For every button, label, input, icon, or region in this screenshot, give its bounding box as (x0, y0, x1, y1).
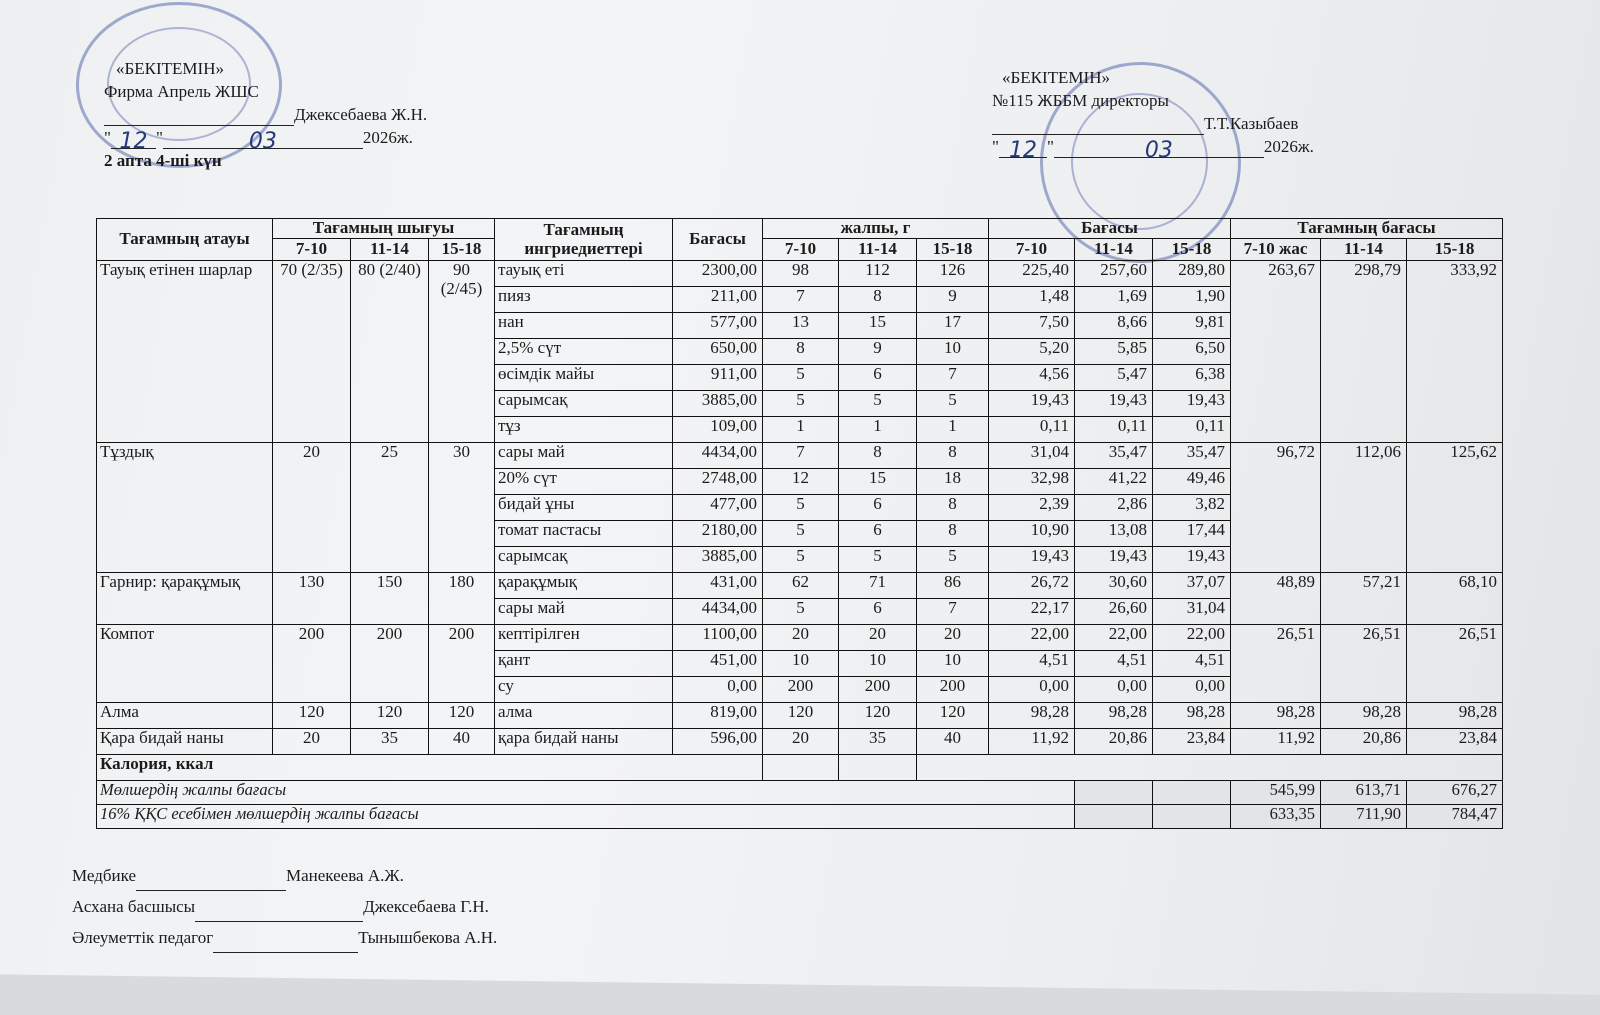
ingredient-name: 2,5% сүт (495, 339, 673, 365)
ingredient-gross-age-1: 5 (763, 365, 839, 391)
ingredient-cost-age-3: 6,38 (1153, 365, 1231, 391)
ingredient-gross-age-2: 5 (839, 547, 917, 573)
ingredient-name: сарымсақ (495, 547, 673, 573)
dish-price-age-2: 20,86 (1321, 729, 1407, 755)
ingredient-name: су (495, 677, 673, 703)
ingredient-cost-age-1: 26,72 (989, 573, 1075, 599)
ingredient-gross-age-2: 1 (839, 417, 917, 443)
ingredient-gross-age-2: 8 (839, 443, 917, 469)
ingredient-gross-age-3: 5 (917, 547, 989, 573)
dish-name: Гарнир: қарақұмық (97, 573, 273, 625)
dish-price-age-3: 68,10 (1407, 573, 1503, 625)
dish-price-age-2: 298,79 (1321, 261, 1407, 443)
ingredient-gross-age-2: 15 (839, 469, 917, 495)
ingredient-gross-age-3: 17 (917, 313, 989, 339)
left-approval-block: «БЕКІТЕМІН» Фирма Апрель ЖШС Джексебаева Ж.Н. " 12 " 03 2026ж. 2 апта 4-ші күн (104, 59, 428, 170)
dish-yield-age-1: 20 (273, 729, 351, 755)
total-age-3: 676,27 (1407, 781, 1503, 805)
vat-total-age-2: 711,90 (1321, 805, 1407, 829)
table-row (97, 261, 1503, 287)
header-yield: Тағамның шығуы (273, 219, 495, 239)
dish-yield-age-2: 35 (351, 729, 429, 755)
calorie-rest (917, 755, 1503, 781)
ingredient-gross-age-2: 8 (839, 287, 917, 313)
ingredient-gross-age-2: 6 (839, 365, 917, 391)
ingredient-gross-age-3: 20 (917, 625, 989, 651)
dish-price-age-3: 125,62 (1407, 443, 1503, 573)
dish-price-age-1: 48,89 (1231, 573, 1321, 625)
social-role: Әлеуметтік педагог (72, 928, 214, 947)
ingredient-name: пияз (495, 287, 673, 313)
header-cost: Бағасы (989, 219, 1231, 239)
ingredient-cost-age-2: 41,22 (1075, 469, 1153, 495)
menu-body (97, 261, 1503, 755)
right-approval-org: №115 ЖББМ директоры (992, 91, 1169, 110)
ingredient-gross-age-2: 20 (839, 625, 917, 651)
ingredient-cost-age-3: 22,00 (1153, 625, 1231, 651)
dish-price-age-1: 11,92 (1231, 729, 1321, 755)
ingredient-name: нан (495, 313, 673, 339)
ingredient-gross-age-1: 5 (763, 547, 839, 573)
ingredient-gross-age-1: 7 (763, 287, 839, 313)
header-yield-age-1: 7-10 (273, 239, 351, 261)
ingredient-cost-age-1: 22,17 (989, 599, 1075, 625)
ingredient-gross-age-1: 12 (763, 469, 839, 495)
dish-name: Қара бидай наны (97, 729, 273, 755)
left-signature-line (104, 107, 294, 126)
ingredient-cost-age-2: 22,00 (1075, 625, 1153, 651)
header-gross-age-1: 7-10 (763, 239, 839, 261)
ingredient-cost-age-1: 1,48 (989, 287, 1075, 313)
ingredient-gross-age-3: 200 (917, 677, 989, 703)
header-dish-price: Тағамның бағасы (1231, 219, 1503, 239)
ingredient-gross-age-1: 1 (763, 417, 839, 443)
ingredient-name: сары май (495, 599, 673, 625)
left-date-month: 03 (248, 129, 277, 154)
ingredient-cost-age-1: 32,98 (989, 469, 1075, 495)
total-label: Мөлшердің жалпы бағасы (97, 781, 1075, 805)
calorie-age-2 (839, 755, 917, 781)
dish-yield-age-3: 180 (429, 573, 495, 625)
ingredient-gross-age-2: 6 (839, 495, 917, 521)
ingredient-cost-age-2: 0,00 (1075, 677, 1153, 703)
ingredient-gross-age-1: 120 (763, 703, 839, 729)
ingredient-gross-age-3: 8 (917, 495, 989, 521)
ingredient-gross-age-1: 10 (763, 651, 839, 677)
ingredient-price: 911,00 (673, 365, 763, 391)
dish-price-age-1: 98,28 (1231, 703, 1321, 729)
dish-name: Тұздық (97, 443, 273, 573)
ingredient-cost-age-3: 98,28 (1153, 703, 1231, 729)
ingredient-gross-age-3: 1 (917, 417, 989, 443)
ingredient-cost-age-2: 35,47 (1075, 443, 1153, 469)
ingredient-cost-age-3: 37,07 (1153, 573, 1231, 599)
ingredient-gross-age-2: 10 (839, 651, 917, 677)
ingredient-gross-age-2: 6 (839, 599, 917, 625)
dish-yield-age-3: 120 (429, 703, 495, 729)
ingredient-cost-age-2: 26,60 (1075, 599, 1153, 625)
canteen-role: Асхана басшысы (72, 897, 196, 916)
vat-total-age-3: 784,47 (1407, 805, 1503, 829)
ingredient-cost-age-2: 8,66 (1075, 313, 1153, 339)
week-day-label: 2 апта 4-ші күн (104, 151, 222, 170)
ingredient-name: тауық еті (495, 261, 673, 287)
left-date-year: 2026ж. (362, 128, 413, 147)
signatures-block (72, 860, 497, 953)
canteen-signature (72, 891, 497, 922)
dish-name: Компот (97, 625, 273, 703)
ingredient-price: 4434,00 (673, 443, 763, 469)
ingredient-cost-age-3: 9,81 (1153, 313, 1231, 339)
dish-price-age-2: 112,06 (1321, 443, 1407, 573)
header-gross-age-3: 15-18 (917, 239, 989, 261)
ingredient-cost-age-3: 6,50 (1153, 339, 1231, 365)
ingredient-gross-age-1: 98 (763, 261, 839, 287)
ingredient-cost-age-3: 31,04 (1153, 599, 1231, 625)
calorie-label: Калория, ккал (97, 755, 763, 781)
vat-total-row (97, 805, 1503, 829)
ingredient-cost-age-2: 5,47 (1075, 365, 1153, 391)
dish-price-age-2: 57,21 (1321, 573, 1407, 625)
ingredient-cost-age-1: 5,20 (989, 339, 1075, 365)
dish-yield-age-3: 30 (429, 443, 495, 573)
ingredient-gross-age-1: 5 (763, 391, 839, 417)
total-shade-2 (1153, 781, 1231, 805)
ingredient-name: сарымсақ (495, 391, 673, 417)
ingredient-price: 109,00 (673, 417, 763, 443)
table-row (97, 729, 1503, 755)
ingredient-name: сары май (495, 443, 673, 469)
ingredient-cost-age-3: 0,11 (1153, 417, 1231, 443)
dish-price-age-3: 98,28 (1407, 703, 1503, 729)
ingredient-name: томат пастасы (495, 521, 673, 547)
ingredient-cost-age-2: 13,08 (1075, 521, 1153, 547)
ingredient-price: 477,00 (673, 495, 763, 521)
ingredient-gross-age-3: 18 (917, 469, 989, 495)
ingredient-price: 596,00 (673, 729, 763, 755)
ingredient-price: 0,00 (673, 677, 763, 703)
ingredient-cost-age-1: 4,56 (989, 365, 1075, 391)
dish-price-age-2: 98,28 (1321, 703, 1407, 729)
dish-yield-age-1: 130 (273, 573, 351, 625)
canteen-signature-line (195, 903, 363, 922)
ingredient-gross-age-3: 9 (917, 287, 989, 313)
dish-yield-age-2: 80 (2/40) (351, 261, 429, 443)
header-cost-age-1: 7-10 (989, 239, 1075, 261)
ingredient-name: кептірілген (495, 625, 673, 651)
ingredient-price: 2300,00 (673, 261, 763, 287)
dish-name: Тауық етінен шарлар (97, 261, 273, 443)
ingredient-gross-age-1: 5 (763, 599, 839, 625)
ingredient-cost-age-1: 7,50 (989, 313, 1075, 339)
right-date-year: 2026ж. (1263, 137, 1314, 156)
ingredient-name: тұз (495, 417, 673, 443)
ingredient-cost-age-2: 2,86 (1075, 495, 1153, 521)
ingredient-price: 1100,00 (673, 625, 763, 651)
ingredient-gross-age-3: 7 (917, 599, 989, 625)
ingredient-gross-age-3: 10 (917, 339, 989, 365)
dish-yield-age-1: 120 (273, 703, 351, 729)
ingredient-gross-age-3: 8 (917, 521, 989, 547)
ingredient-price: 451,00 (673, 651, 763, 677)
header-gross: жалпы, г (763, 219, 989, 239)
header-ingredients: Тағамның ингриедиеттері (495, 219, 673, 261)
ingredient-price: 2748,00 (673, 469, 763, 495)
ingredient-gross-age-1: 20 (763, 625, 839, 651)
social-name: Тынышбекова А.Н. (358, 928, 498, 947)
ingredient-cost-age-2: 19,43 (1075, 547, 1153, 573)
right-date-month: 03 (1144, 138, 1173, 163)
ingredient-cost-age-3: 3,82 (1153, 495, 1231, 521)
ingredient-cost-age-1: 19,43 (989, 391, 1075, 417)
header-price: Бағасы (673, 219, 763, 261)
ingredient-gross-age-1: 8 (763, 339, 839, 365)
dish-yield-age-1: 200 (273, 625, 351, 703)
total-row (97, 781, 1503, 805)
vat-total-age-1: 633,35 (1231, 805, 1321, 829)
ingredient-cost-age-2: 4,51 (1075, 651, 1153, 677)
ingredient-gross-age-1: 5 (763, 521, 839, 547)
ingredient-cost-age-1: 98,28 (989, 703, 1075, 729)
right-approver-name: Т.Т.Казыбаев (1204, 114, 1299, 133)
ingredient-cost-age-2: 30,60 (1075, 573, 1153, 599)
total-shade-1 (1075, 781, 1153, 805)
ingredient-gross-age-2: 35 (839, 729, 917, 755)
social-signature-line (213, 934, 358, 953)
ingredient-gross-age-1: 62 (763, 573, 839, 599)
ingredient-cost-age-3: 17,44 (1153, 521, 1231, 547)
ingredient-cost-age-3: 35,47 (1153, 443, 1231, 469)
ingredient-price: 2180,00 (673, 521, 763, 547)
right-approval-block: «БЕКІТЕМІН» №115 ЖББМ директоры Т.Т.Казыбаев " 12 " 03 2026ж. (992, 68, 1314, 163)
left-approval-title: «БЕКІТЕМІН» (116, 59, 224, 78)
ingredient-cost-age-1: 4,51 (989, 651, 1075, 677)
right-approval-title: «БЕКІТЕМІН» (1002, 68, 1110, 87)
ingredient-gross-age-3: 5 (917, 391, 989, 417)
ingredient-gross-age-3: 10 (917, 651, 989, 677)
header-dish-price-age-3: 15-18 (1407, 239, 1503, 261)
ingredient-gross-age-2: 200 (839, 677, 917, 703)
vat-shade-2 (1153, 805, 1231, 829)
ingredient-gross-age-2: 120 (839, 703, 917, 729)
header-gross-age-2: 11-14 (839, 239, 917, 261)
vat-shade-1 (1075, 805, 1153, 829)
right-signature-line (992, 116, 1204, 135)
ingredient-gross-age-2: 9 (839, 339, 917, 365)
header-dish-name: Тағамның атауы (97, 219, 273, 261)
ingredient-cost-age-2: 257,60 (1075, 261, 1153, 287)
ingredient-cost-age-3: 49,46 (1153, 469, 1231, 495)
ingredient-price: 819,00 (673, 703, 763, 729)
ingredient-price: 3885,00 (673, 391, 763, 417)
ingredient-gross-age-2: 112 (839, 261, 917, 287)
dish-yield-age-3: 90 (2/45) (429, 261, 495, 443)
ingredient-gross-age-3: 40 (917, 729, 989, 755)
ingredient-cost-age-2: 98,28 (1075, 703, 1153, 729)
ingredient-price: 3885,00 (673, 547, 763, 573)
ingredient-gross-age-1: 13 (763, 313, 839, 339)
dish-yield-age-1: 20 (273, 443, 351, 573)
ingredient-cost-age-3: 289,80 (1153, 261, 1231, 287)
ingredient-name: 20% сүт (495, 469, 673, 495)
dish-yield-age-3: 40 (429, 729, 495, 755)
ingredient-price: 211,00 (673, 287, 763, 313)
canteen-name: Джексебаева Г.Н. (363, 897, 489, 916)
ingredient-cost-age-1: 225,40 (989, 261, 1075, 287)
ingredient-name: қара бидай наны (495, 729, 673, 755)
dish-yield-age-2: 200 (351, 625, 429, 703)
table-row (97, 625, 1503, 651)
ingredient-price: 650,00 (673, 339, 763, 365)
ingredient-cost-age-3: 19,43 (1153, 547, 1231, 573)
vat-total-label: 16% ҚҚС есебімен мөлшердің жалпы бағасы (97, 805, 1075, 829)
ingredient-cost-age-1: 11,92 (989, 729, 1075, 755)
ingredient-gross-age-2: 15 (839, 313, 917, 339)
header-cost-age-2: 11-14 (1075, 239, 1153, 261)
ingredient-gross-age-3: 8 (917, 443, 989, 469)
ingredient-name: өсімдік майы (495, 365, 673, 391)
ingredient-price: 4434,00 (673, 599, 763, 625)
dish-yield-age-2: 150 (351, 573, 429, 625)
ingredient-cost-age-1: 19,43 (989, 547, 1075, 573)
ingredient-gross-age-3: 7 (917, 365, 989, 391)
nurse-name: Манекеева А.Ж. (286, 866, 404, 885)
nurse-role: Медбике (72, 866, 136, 885)
total-age-2: 613,71 (1321, 781, 1407, 805)
total-age-1: 545,99 (1231, 781, 1321, 805)
nurse-signature-line (136, 872, 286, 891)
ingredient-cost-age-1: 0,11 (989, 417, 1075, 443)
ingredient-cost-age-3: 0,00 (1153, 677, 1231, 703)
ingredient-cost-age-3: 1,90 (1153, 287, 1231, 313)
dish-yield-age-2: 25 (351, 443, 429, 573)
header-dish-price-age-2: 11-14 (1321, 239, 1407, 261)
left-date-day: 12 (119, 129, 148, 154)
dish-price-age-2: 26,51 (1321, 625, 1407, 703)
header-yield-age-3: 15-18 (429, 239, 495, 261)
ingredient-gross-age-1: 200 (763, 677, 839, 703)
left-approval-org: Фирма Апрель ЖШС (104, 82, 259, 101)
dish-price-age-1: 96,72 (1231, 443, 1321, 573)
header-dish-price-age-1: 7-10 жас (1231, 239, 1321, 261)
nurse-signature (72, 860, 497, 891)
dish-yield-age-2: 120 (351, 703, 429, 729)
ingredient-gross-age-3: 86 (917, 573, 989, 599)
ingredient-price: 577,00 (673, 313, 763, 339)
ingredient-cost-age-1: 31,04 (989, 443, 1075, 469)
ingredient-gross-age-1: 20 (763, 729, 839, 755)
ingredient-cost-age-1: 0,00 (989, 677, 1075, 703)
dish-price-age-1: 26,51 (1231, 625, 1321, 703)
ingredient-cost-age-2: 20,86 (1075, 729, 1153, 755)
ingredient-cost-age-2: 5,85 (1075, 339, 1153, 365)
dish-yield-age-3: 200 (429, 625, 495, 703)
left-approver-name: Джексебаева Ж.Н. (294, 105, 428, 124)
ingredient-name: қарақұмық (495, 573, 673, 599)
table-row (97, 573, 1503, 599)
table-row (97, 443, 1503, 469)
ingredient-cost-age-1: 22,00 (989, 625, 1075, 651)
dish-yield-age-1: 70 (2/35) (273, 261, 351, 443)
dish-price-age-3: 23,84 (1407, 729, 1503, 755)
ingredient-gross-age-1: 5 (763, 495, 839, 521)
calorie-row (97, 755, 1503, 781)
header-cost-age-3: 15-18 (1153, 239, 1231, 261)
dish-price-age-3: 26,51 (1407, 625, 1503, 703)
ingredient-gross-age-2: 5 (839, 391, 917, 417)
ingredient-cost-age-1: 2,39 (989, 495, 1075, 521)
ingredient-gross-age-2: 71 (839, 573, 917, 599)
ingredient-cost-age-3: 23,84 (1153, 729, 1231, 755)
dish-price-age-1: 263,67 (1231, 261, 1321, 443)
ingredient-cost-age-2: 1,69 (1075, 287, 1153, 313)
ingredient-gross-age-3: 126 (917, 261, 989, 287)
menu-cost-table (96, 218, 1503, 829)
ingredient-gross-age-1: 7 (763, 443, 839, 469)
social-signature (72, 922, 497, 953)
ingredient-cost-age-2: 0,11 (1075, 417, 1153, 443)
calorie-age-1 (763, 755, 839, 781)
ingredient-cost-age-2: 19,43 (1075, 391, 1153, 417)
ingredient-gross-age-2: 6 (839, 521, 917, 547)
ingredient-name: бидай ұны (495, 495, 673, 521)
header-yield-age-2: 11-14 (351, 239, 429, 261)
ingredient-cost-age-3: 19,43 (1153, 391, 1231, 417)
dish-price-age-3: 333,92 (1407, 261, 1503, 443)
ingredient-cost-age-3: 4,51 (1153, 651, 1231, 677)
ingredient-cost-age-1: 10,90 (989, 521, 1075, 547)
ingredient-price: 431,00 (673, 573, 763, 599)
ingredient-gross-age-3: 120 (917, 703, 989, 729)
dish-name: Алма (97, 703, 273, 729)
table-row (97, 703, 1503, 729)
ingredient-name: қант (495, 651, 673, 677)
right-date-day: 12 (1008, 138, 1037, 163)
ingredient-name: алма (495, 703, 673, 729)
